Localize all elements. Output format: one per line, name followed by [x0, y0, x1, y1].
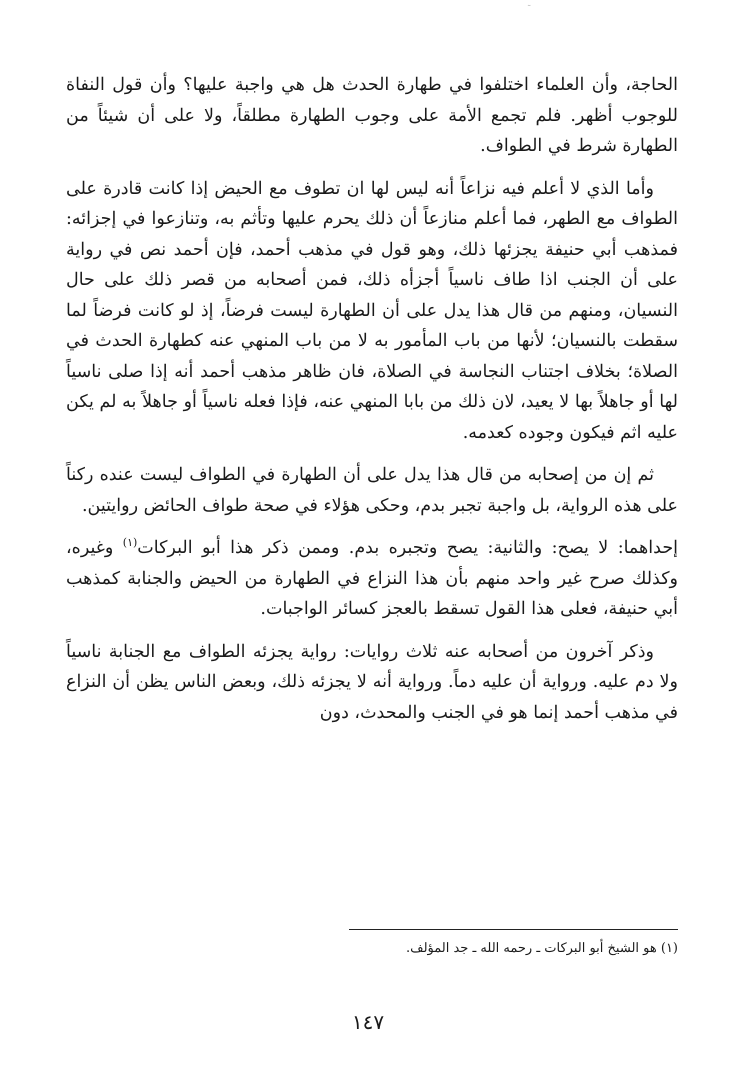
- paragraph-4-text-a: إحداهما: لا يصح: والثانية: يصح وتجبره بدم. وممن ذكر هذا أبو البركات: [137, 538, 679, 558]
- footnote-reference: (١): [122, 536, 138, 550]
- page-number: ١٤٧: [351, 1010, 385, 1034]
- paragraph-4-text-b: وغيره، وكذلك صرح غير واحد منهم بأن هذا النزاع في الطهارة من الحيض والجنابة كمذهب أبي حنيفة، فعلى هذا القول تسقط بالعجز كسائر الواجبات.: [66, 538, 678, 619]
- paragraph-2: وأما الذي لا أعلم فيه نزاعاً أنه ليس لها ان تطوف مع الحيض إذا كانت قادرة على الطواف مع الطهر، فما أعلم منازعاً أن ذلك يحرم عليها وتأثم به، وتنازعوا في إجزائه: فمذهب أبي حنيفة يجزئها ذلك، وهو قول في مذهب أحمد، فإن أحمد نص في رواية على أن الجنب اذا طاف ناسياً أجزأه ذلك، فمن أصحابه من قصر ذلك على حال النسيان، ومنهم من قال هذا يدل على أن الطهارة ليست فرضاً، إذ لو كانت فرضاً لما سقطت بالنسيان؛ لأنها من باب المأمور به لا من باب المنهي عنه كطهارة الحدث في الصلاة؛ بخلاف اجتناب النجاسة في الصلاة، فان ظاهر مذهب أحمد أنه إذا صلى ناسياً لها أو جاهلاً بها لا يعيد، لان ذلك من بابا المنهي عنه، فإذا فعله ناسياً أو جاهلاً به لم يكن عليه اثم فيكون وجوده كعدمه.: [66, 178, 678, 443]
- paragraph-5: وذكر آخرون من أصحابه عنه ثلاث روايات: رواية يجزئه الطواف مع الجنابة ناسياً ولا دم عليه. ورواية أن عليه دماً. ورواية أنه لا يجزئه ذلك، وبعض الناس يظن أن النزاع في مذهب أحمد إنما هو في الجنب والمحدث، دون: [66, 641, 678, 723]
- paragraph-1: الحاجة، وأن العلماء اختلفوا في طهارة الحدث هل هي واجبة عليها؟ وأن قول النفاة للوجوب أظهر. فلم تجمع الأمة على وجوب الطهارة مطلقاً، ولا على أن شيئاً من الطهارة شرط في الطواف.: [66, 75, 678, 156]
- body-text: [66, 70, 678, 740]
- paragraph-4: [66, 533, 678, 625]
- footnote-divider: [349, 929, 678, 930]
- footnote: (١) هو الشيخ أبو البركات ـ رحمه الله ـ جد المؤلف.: [406, 941, 678, 956]
- paragraph-3: ثم إن من إصحابه من قال هذا يدل على أن الطهارة في الطواف ليست عنده ركناً على هذه الرواية، بل واجبة تجبر بدم، وحكى هؤلاء في صحة طواف الحائض روايتين.: [66, 465, 678, 516]
